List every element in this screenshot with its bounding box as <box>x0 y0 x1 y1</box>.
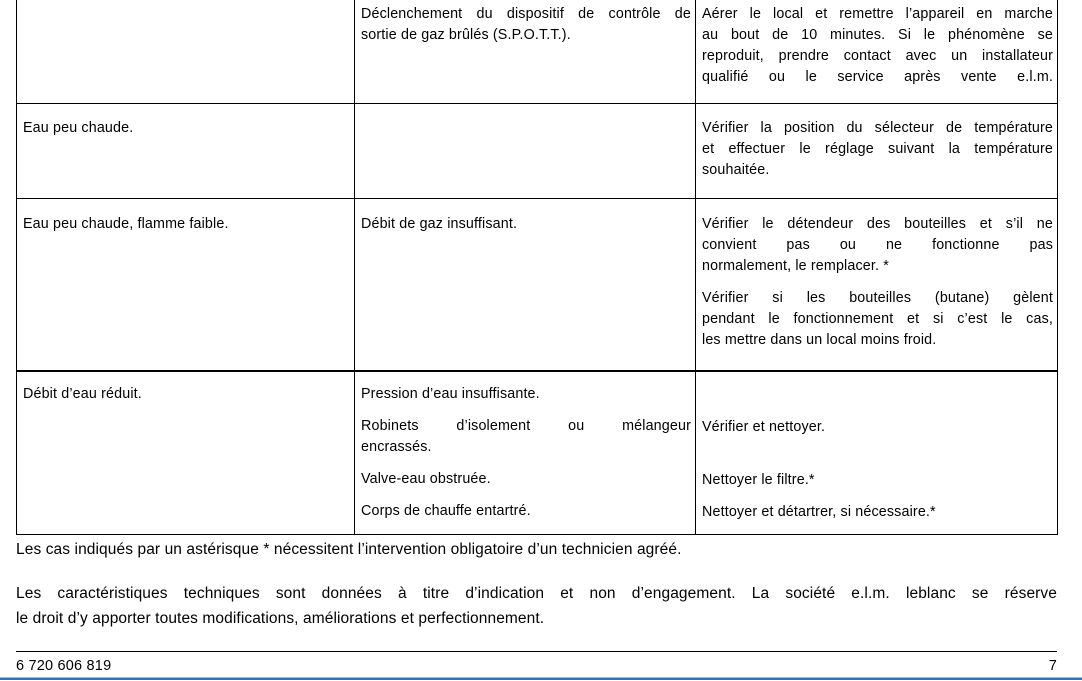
text-line: Vérifier et nettoyer. <box>702 419 826 435</box>
text-line: Déclenchement du dispositif de contrôle de <box>361 6 691 22</box>
remedy-item <box>702 417 1053 438</box>
text-line: le droit d’y apporter toutes modifications, améliorations et perfectionnement. <box>16 610 545 627</box>
text-line: Les caractéristiques techniques sont données à titre d’indication et non d’engagement. La société e.l.m. leblanc se réserve <box>16 585 1057 602</box>
paragraph <box>702 417 1053 438</box>
cause-cell <box>354 104 695 198</box>
remedy-item <box>702 502 1053 523</box>
remedy-item <box>702 470 1053 491</box>
paragraph <box>361 416 691 458</box>
table-row <box>17 370 1057 534</box>
table-row <box>17 198 1057 370</box>
text-line: au bout de 10 minutes. Si le phénomène se <box>702 27 1053 43</box>
remedy-cell <box>695 0 1057 103</box>
text-line: souhaitée. <box>702 162 770 178</box>
text-line: Eau peu chaude. <box>23 120 134 136</box>
text-line: Aérer le local et remettre l’appareil en marche <box>702 6 1053 22</box>
text-line: Vérifier le détendeur des bouteilles et s’il ne <box>702 216 1053 232</box>
paragraph <box>23 384 350 405</box>
disclaimer-note <box>16 581 1057 631</box>
paragraph <box>702 118 1053 181</box>
text-line: sortie de gaz brûlés (S.P.O.T.T.). <box>361 27 571 43</box>
cause-cell <box>354 0 695 103</box>
text-line: Nettoyer le filtre.* <box>702 472 815 488</box>
text-line: Pression d’eau insuffisante. <box>361 386 540 402</box>
text-line: reproduit, prendre contact avec un installateur <box>702 48 1053 64</box>
problem-cell <box>17 0 354 103</box>
paragraph <box>702 470 1053 491</box>
problem-cell <box>17 104 354 198</box>
text-line: pendant le fonctionnement et si c’est le cas, <box>702 311 1053 327</box>
text-line: Débit de gaz insuffisant. <box>361 216 518 232</box>
table-row <box>17 0 1057 103</box>
paragraph <box>361 469 691 490</box>
asterisk-note: Les cas indiqués par un astérisque * nécessitent l’intervention obligatoire d’un technicien agréé. <box>16 541 682 558</box>
text-line: Valve-eau obstruée. <box>361 471 491 487</box>
text-line: normalement, le remplacer. * <box>702 258 889 274</box>
problem-cell <box>17 199 354 370</box>
bottom-blue-line <box>0 678 1082 681</box>
remedy-cell <box>695 372 1057 534</box>
paragraph <box>361 4 691 46</box>
text-line: Robinets d’isolement ou mélangeur <box>361 418 691 434</box>
text-line: Débit d’eau réduit. <box>23 386 142 402</box>
page-number: 7 <box>1048 658 1057 674</box>
remedy-cell <box>695 199 1057 370</box>
remedy-cell <box>695 104 1057 198</box>
problem-cell <box>17 372 354 534</box>
text-line: Vérifier si les bouteilles (butane) gèlent <box>702 290 1053 306</box>
cause-cell <box>354 199 695 370</box>
paragraph <box>702 4 1053 88</box>
text-line: encrassés. <box>361 439 432 455</box>
paragraph <box>702 288 1053 351</box>
cause-cell <box>354 372 695 534</box>
text-line: Eau peu chaude, flamme faible. <box>23 216 229 232</box>
paragraph <box>16 581 1057 631</box>
text-line: qualifié ou le service après vente e.l.m. <box>702 69 1053 85</box>
paragraph <box>361 501 691 522</box>
paragraph <box>23 118 350 139</box>
text-line: Vérifier la position du sélecteur de température <box>702 120 1053 136</box>
text-line: convient pas ou ne fonctionne pas <box>702 237 1053 253</box>
text-line: et effectuer le réglage suivant la température <box>702 141 1053 157</box>
troubleshooting-table <box>16 0 1058 535</box>
paragraph <box>702 502 1053 523</box>
table-row <box>17 103 1057 198</box>
footer-line <box>16 657 1057 676</box>
text-line: Nettoyer et détartrer, si nécessaire.* <box>702 504 936 520</box>
document-number: 6 720 606 819 <box>16 658 112 674</box>
paragraph <box>23 214 350 235</box>
paragraph <box>361 214 691 235</box>
footer-rule <box>16 651 1057 652</box>
text-line: les mettre dans un local moins froid. <box>702 332 937 348</box>
text-line: Corps de chauffe entartré. <box>361 503 531 519</box>
paragraph <box>702 214 1053 277</box>
paragraph <box>361 384 691 405</box>
